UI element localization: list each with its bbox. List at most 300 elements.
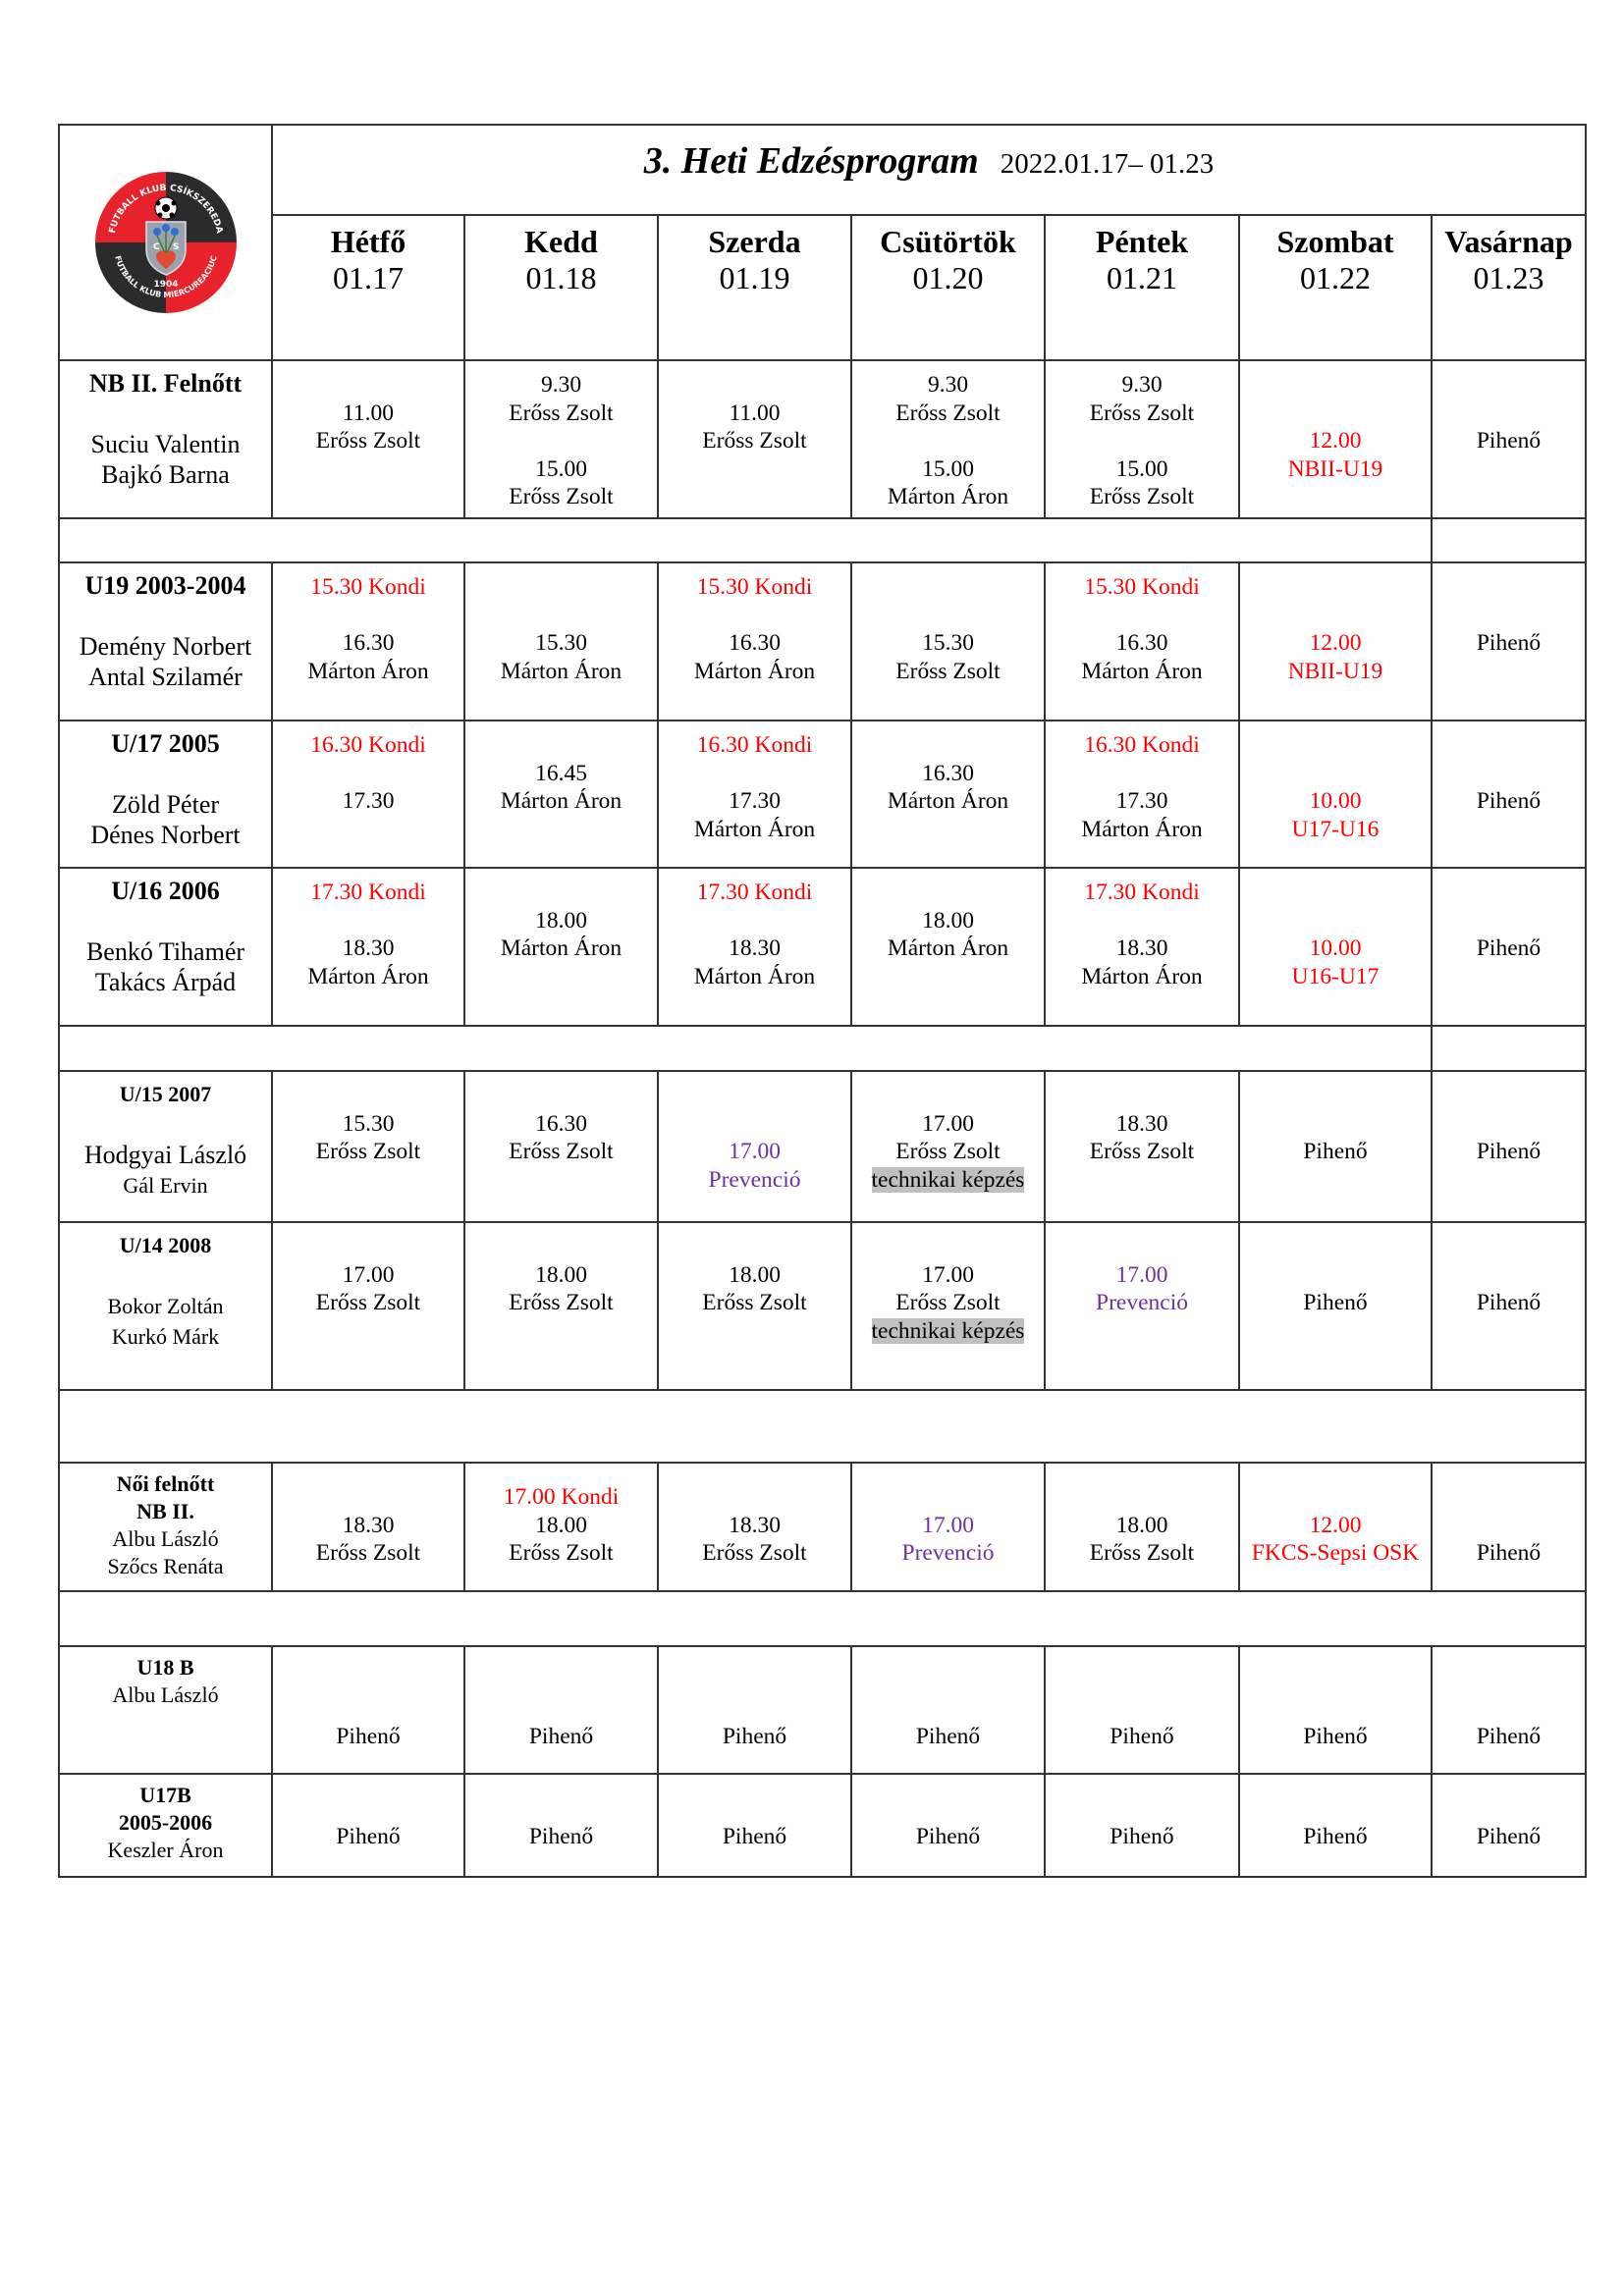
session-line <box>659 1082 850 1110</box>
session-line <box>659 1539 850 1568</box>
session-cell-péntek <box>1045 868 1239 1026</box>
session-cell-szerda <box>658 1463 851 1591</box>
session-line <box>1046 1539 1238 1568</box>
session-line <box>852 1512 1044 1540</box>
session-line <box>852 1166 1044 1195</box>
session-line <box>1046 1794 1238 1823</box>
session-line <box>659 1233 850 1261</box>
session-cell-kedd <box>464 1774 658 1877</box>
coach-name: Suciu Valentin <box>90 430 241 458</box>
highlight-event: 10.00 <box>1309 935 1362 961</box>
session-line <box>659 760 850 788</box>
session-text: 18.30 <box>729 1512 781 1538</box>
session-line <box>1433 907 1585 935</box>
team-row <box>59 562 1586 721</box>
coach-name <box>60 601 271 631</box>
session-line <box>273 400 463 428</box>
session-line <box>1240 934 1431 963</box>
session-line <box>1046 483 1238 511</box>
session-text: Erőss Zsolt <box>509 484 614 509</box>
session-line <box>852 602 1044 630</box>
session-cell-péntek <box>1045 1463 1239 1591</box>
highlight-event: NBII-U19 <box>1287 455 1383 482</box>
session-text: 17.00 <box>922 1261 974 1288</box>
session-cell-szombat <box>1239 1774 1432 1877</box>
coach-name <box>60 906 271 936</box>
session-line <box>852 731 1044 760</box>
highlight-event: 10.00 <box>1309 788 1362 814</box>
session-text: 18.30 <box>729 935 781 961</box>
session-line <box>852 400 1044 428</box>
logo-cell <box>59 125 272 360</box>
session-line <box>1046 629 1238 658</box>
session-line <box>465 602 657 630</box>
session-text: Pihenő <box>722 1823 787 1849</box>
session-line <box>852 1667 1044 1695</box>
session-text: Márton Áron <box>693 963 816 989</box>
session-text: 17.30 <box>729 788 781 814</box>
session-line <box>273 1110 463 1139</box>
day-date: 01.21 <box>1107 260 1177 295</box>
session-text: 11.00 <box>342 400 394 426</box>
session-line <box>1433 1512 1585 1540</box>
session-cell-hétfő <box>272 1071 464 1222</box>
session-cell-vasárnap <box>1432 868 1586 1026</box>
team-row <box>59 1071 1586 1222</box>
coach-name: Antal Szilamér <box>88 663 243 691</box>
team-cell <box>59 1222 272 1390</box>
session-line <box>1433 1823 1585 1851</box>
coach-name: Dénes Norbert <box>90 821 241 849</box>
coach-name <box>60 759 271 789</box>
coach-name: Takács Árpád <box>94 968 237 996</box>
title-row <box>59 125 1586 215</box>
highlight-event: 16.30 Kondi <box>696 732 813 758</box>
team-name: U19 2003-2004 <box>84 571 246 600</box>
team-row <box>59 1463 1586 1591</box>
coach-name: Bajkó Barna <box>101 460 230 489</box>
team-cell <box>59 360 272 518</box>
session-text: 17.00 <box>342 1261 395 1288</box>
session-text: Pihenő <box>528 1823 594 1849</box>
highlight-event: 17.00 Kondi <box>503 1484 620 1510</box>
session-cell-hétfő <box>272 1646 464 1774</box>
session-line <box>273 907 463 935</box>
session-line <box>1046 1261 1238 1290</box>
session-cell-szombat <box>1239 721 1432 868</box>
session-line <box>1433 787 1585 816</box>
team-name: U18 B <box>136 1655 194 1680</box>
prevention-session: Prevenció <box>901 1540 995 1566</box>
svg-text:FUTBALL KLUB CSÍKSZEREDA: FUTBALL KLUB CSÍKSZEREDA <box>107 183 224 235</box>
session-text: 15.30 <box>342 1110 395 1137</box>
session-cell-kedd <box>464 1463 658 1591</box>
day-date: 01.20 <box>912 260 984 295</box>
day-header-2 <box>658 215 851 360</box>
session-cell-vasárnap <box>1432 360 1586 518</box>
session-line <box>1046 1823 1238 1851</box>
session-line <box>852 455 1044 484</box>
day-name: Kedd <box>524 224 598 259</box>
session-line <box>273 427 463 455</box>
session-text: Pihenő <box>1110 1823 1174 1849</box>
session-text: Márton Áron <box>500 658 623 684</box>
team-cell <box>59 1774 272 1877</box>
session-line <box>659 816 850 844</box>
session-line <box>465 907 657 935</box>
session-cell-csütörtök <box>851 1646 1045 1774</box>
day-header-1 <box>464 215 658 360</box>
highlight-event: 17.30 Kondi <box>310 880 426 905</box>
session-line <box>465 1695 657 1724</box>
session-line <box>1046 731 1238 760</box>
team-row <box>59 360 1586 518</box>
session-line <box>659 427 850 455</box>
session-line <box>1433 629 1585 658</box>
session-line <box>273 1512 463 1540</box>
session-line <box>1046 934 1238 963</box>
session-line <box>1046 573 1238 602</box>
session-cell-péntek <box>1045 1071 1239 1222</box>
session-line <box>273 371 463 400</box>
session-line <box>852 1082 1044 1110</box>
session-line <box>659 1794 850 1823</box>
session-line <box>273 1233 463 1261</box>
session-cell-csütörtök <box>851 1774 1045 1877</box>
session-cell-hétfő <box>272 1774 464 1877</box>
session-line <box>465 879 657 907</box>
session-text: Erőss Zsolt <box>509 1540 614 1566</box>
session-line <box>1046 455 1238 484</box>
session-text: Erőss Zsolt <box>509 1290 614 1315</box>
session-line <box>1433 573 1585 602</box>
session-text: Erőss Zsolt <box>1089 1139 1195 1164</box>
highlight-event: 15.30 Kondi <box>1084 574 1200 600</box>
session-line <box>852 1823 1044 1851</box>
title-cell <box>272 125 1586 215</box>
session-cell-vasárnap <box>1432 1646 1586 1774</box>
session-line <box>465 787 657 816</box>
session-text: Márton Áron <box>693 658 816 684</box>
session-line <box>273 1289 463 1317</box>
session-text: Erőss Zsolt <box>1089 400 1195 426</box>
coach-name: Hodgyai László <box>83 1141 247 1169</box>
session-line <box>465 1667 657 1695</box>
session-text: 9.30 <box>1121 372 1163 398</box>
session-cell-szerda <box>658 562 851 721</box>
session-line <box>273 1138 463 1166</box>
session-text: Pihenő <box>336 1724 401 1749</box>
prevention-session: Prevenció <box>1096 1290 1188 1315</box>
team-name: 2005-2006 <box>118 1810 213 1835</box>
session-line <box>273 1695 463 1724</box>
session-text: Márton Áron <box>500 935 623 961</box>
session-cell-szombat <box>1239 1071 1432 1222</box>
day-name: Vasárnap <box>1444 224 1573 259</box>
team-cell <box>59 1646 272 1774</box>
session-text: Pihenő <box>1476 428 1542 454</box>
session-line <box>1240 1695 1431 1724</box>
session-line <box>273 629 463 658</box>
session-cell-péntek <box>1045 721 1239 868</box>
session-line <box>1046 1289 1238 1317</box>
session-line <box>465 1261 657 1290</box>
session-line <box>659 602 850 630</box>
session-line <box>273 1823 463 1851</box>
session-line <box>852 483 1044 511</box>
session-text: Pihenő <box>1476 1290 1542 1315</box>
coach-name: Benkó Tihamér <box>85 937 245 966</box>
highlight-event: 16.30 Kondi <box>1084 732 1200 758</box>
session-text: 18.00 <box>729 1261 781 1288</box>
coach-name: Albu László <box>112 1682 219 1707</box>
session-cell-szerda <box>658 868 851 1026</box>
session-text: 17.30 <box>1115 788 1168 814</box>
session-line <box>1240 760 1431 788</box>
session-line <box>1046 1082 1238 1110</box>
highlight-event: U17-U16 <box>1291 816 1380 842</box>
session-line <box>1240 1539 1431 1568</box>
session-text: 15.00 <box>535 455 587 482</box>
session-line <box>1240 371 1431 400</box>
team-name: U/17 2005 <box>111 729 220 758</box>
session-line <box>1046 963 1238 991</box>
session-line <box>852 1695 1044 1724</box>
team-cell <box>59 562 272 721</box>
session-line <box>273 1483 463 1512</box>
session-text: Márton Áron <box>693 816 816 842</box>
session-line <box>1433 731 1585 760</box>
day-name: Csütörtök <box>880 224 1016 259</box>
spacer-cell <box>59 518 1432 562</box>
session-cell-szerda <box>658 1071 851 1222</box>
team-name: NB II. <box>136 1499 194 1523</box>
session-line <box>465 1483 657 1512</box>
session-line <box>1046 1110 1238 1139</box>
session-text: 17.00 <box>922 1110 974 1137</box>
session-line <box>659 400 850 428</box>
session-text: 18.00 <box>922 907 974 934</box>
highlight-event: 12.00 <box>1309 1512 1362 1538</box>
session-cell-szombat <box>1239 360 1432 518</box>
session-line <box>659 1289 850 1317</box>
session-line <box>273 760 463 788</box>
session-line <box>852 1539 1044 1568</box>
team-row <box>59 721 1586 868</box>
coach-name: Zöld Péter <box>111 790 220 819</box>
session-line <box>852 658 1044 686</box>
session-line <box>1046 1667 1238 1695</box>
session-text: Márton Áron <box>1081 658 1203 684</box>
session-cell-vasárnap <box>1432 1222 1586 1390</box>
coach-name: Szőcs Renáta <box>107 1554 224 1578</box>
session-cell-csütörtök <box>851 1222 1045 1390</box>
team-row <box>59 1646 1586 1774</box>
session-line <box>1046 1138 1238 1166</box>
session-text: Márton Áron <box>887 788 1009 814</box>
session-line <box>1433 1138 1585 1166</box>
session-line <box>465 1823 657 1851</box>
session-line <box>273 1082 463 1110</box>
session-text: 18.00 <box>1115 1512 1168 1538</box>
session-line <box>465 1512 657 1540</box>
session-line <box>1240 1082 1431 1110</box>
coach-name: Keszler Áron <box>107 1838 224 1862</box>
session-line <box>659 658 850 686</box>
session-text: Pihenő <box>915 1823 981 1849</box>
schedule-table <box>58 124 1587 1878</box>
session-cell-péntek <box>1045 1222 1239 1390</box>
prevention-session: 17.00 <box>1115 1261 1168 1288</box>
session-line <box>659 879 850 907</box>
session-line <box>1240 1667 1431 1695</box>
session-cell-hétfő <box>272 360 464 518</box>
session-line <box>1046 658 1238 686</box>
session-text: 16.45 <box>535 760 587 786</box>
session-line <box>659 934 850 963</box>
team-row <box>59 1774 1586 1877</box>
session-text: Erőss Zsolt <box>509 400 614 426</box>
session-line <box>273 787 463 816</box>
session-line <box>1433 1233 1585 1261</box>
session-line <box>852 1233 1044 1261</box>
session-cell-csütörtök <box>851 562 1045 721</box>
session-text: Pihenő <box>1303 1139 1368 1164</box>
session-line <box>1433 1539 1585 1568</box>
day-header-5 <box>1239 215 1432 360</box>
day-name: Szerda <box>708 224 801 259</box>
session-line <box>1240 787 1431 816</box>
session-cell-hétfő <box>272 1222 464 1390</box>
session-text: 16.30 <box>535 1110 587 1137</box>
session-line <box>659 1512 850 1540</box>
session-text: Erőss Zsolt <box>509 1139 614 1164</box>
session-line <box>852 629 1044 658</box>
session-cell-vasárnap <box>1432 1071 1586 1222</box>
session-cell-vasárnap <box>1432 721 1586 868</box>
session-line <box>1433 1261 1585 1290</box>
session-text: 15.00 <box>1115 455 1168 482</box>
session-line <box>465 1110 657 1139</box>
session-cell-szombat <box>1239 562 1432 721</box>
team-cell <box>59 1071 272 1222</box>
session-text: Erőss Zsolt <box>702 428 807 454</box>
team-cell <box>59 1463 272 1591</box>
prevention-session: Prevenció <box>708 1166 801 1193</box>
spacer-cell <box>59 1026 1432 1071</box>
technical-training-badge: technikai képzés <box>871 1166 1025 1193</box>
session-line <box>659 573 850 602</box>
session-text: Márton Áron <box>887 484 1009 509</box>
team-cell <box>59 721 272 868</box>
session-line <box>465 629 657 658</box>
session-line <box>1433 602 1585 630</box>
session-text: Pihenő <box>336 1823 401 1849</box>
session-line <box>1433 1723 1585 1751</box>
session-line <box>659 371 850 400</box>
session-cell-kedd <box>464 1222 658 1390</box>
session-line <box>1240 1138 1431 1166</box>
session-cell-vasárnap <box>1432 562 1586 721</box>
day-header-0 <box>272 215 464 360</box>
session-text: Pihenő <box>1476 935 1542 961</box>
session-cell-csütörtök <box>851 1071 1045 1222</box>
session-text: Pihenő <box>1303 1724 1368 1749</box>
session-cell-hétfő <box>272 1463 464 1591</box>
session-line <box>1240 455 1431 484</box>
highlight-event: 12.00 <box>1309 428 1362 454</box>
session-line <box>1046 1483 1238 1512</box>
session-line <box>1240 731 1431 760</box>
session-line <box>852 1138 1044 1166</box>
session-text: Márton Áron <box>500 788 623 814</box>
session-text: 18.00 <box>535 1512 587 1538</box>
session-line <box>1046 602 1238 630</box>
session-line <box>1433 1695 1585 1724</box>
coach-name: Demény Norbert <box>79 632 252 661</box>
session-line <box>1240 573 1431 602</box>
svg-text:S: S <box>172 242 179 252</box>
session-line <box>852 1317 1044 1346</box>
session-cell-kedd <box>464 562 658 721</box>
session-line <box>465 1723 657 1751</box>
session-line <box>1240 1512 1431 1540</box>
session-line <box>1240 1261 1431 1290</box>
session-line <box>465 760 657 788</box>
session-line <box>1433 427 1585 455</box>
session-line <box>273 731 463 760</box>
session-line <box>659 1483 850 1512</box>
session-line <box>1046 427 1238 455</box>
session-line <box>1046 816 1238 844</box>
day-header-4 <box>1045 215 1239 360</box>
session-line <box>852 1723 1044 1751</box>
session-line <box>465 427 657 455</box>
spacer-cell-sunday <box>1432 1026 1586 1071</box>
session-text: Erőss Zsolt <box>702 1540 807 1566</box>
session-line <box>1433 1794 1585 1823</box>
spacer-row <box>59 518 1586 562</box>
session-text: Márton Áron <box>887 935 1009 961</box>
session-text: Pihenő <box>1476 1540 1542 1566</box>
coach-name <box>60 1109 271 1140</box>
session-line <box>1240 907 1431 935</box>
session-text: Erőss Zsolt <box>895 658 1001 684</box>
session-text: Pihenő <box>1303 1823 1368 1849</box>
session-text: Pihenő <box>1476 1139 1542 1164</box>
session-line <box>1240 1233 1431 1261</box>
coach-name <box>60 1260 271 1291</box>
day-name: Szombat <box>1276 224 1394 259</box>
session-cell-csütörtök <box>851 721 1045 868</box>
session-line <box>1433 879 1585 907</box>
session-line <box>465 934 657 963</box>
team-row <box>59 1222 1586 1390</box>
session-line <box>465 1233 657 1261</box>
session-line <box>659 1166 850 1195</box>
session-text: Erőss Zsolt <box>1089 484 1195 509</box>
session-cell-hétfő <box>272 562 464 721</box>
session-text: 15.00 <box>922 455 974 482</box>
highlight-event: NBII-U19 <box>1287 658 1383 684</box>
prevention-session: 17.00 <box>922 1512 974 1538</box>
session-cell-hétfő <box>272 721 464 868</box>
session-text: Erőss Zsolt <box>895 1290 1001 1315</box>
session-text: Pihenő <box>1110 1724 1174 1749</box>
highlight-event: 16.30 Kondi <box>310 732 426 758</box>
session-text: 16.30 <box>1115 630 1168 656</box>
session-line <box>465 455 657 484</box>
